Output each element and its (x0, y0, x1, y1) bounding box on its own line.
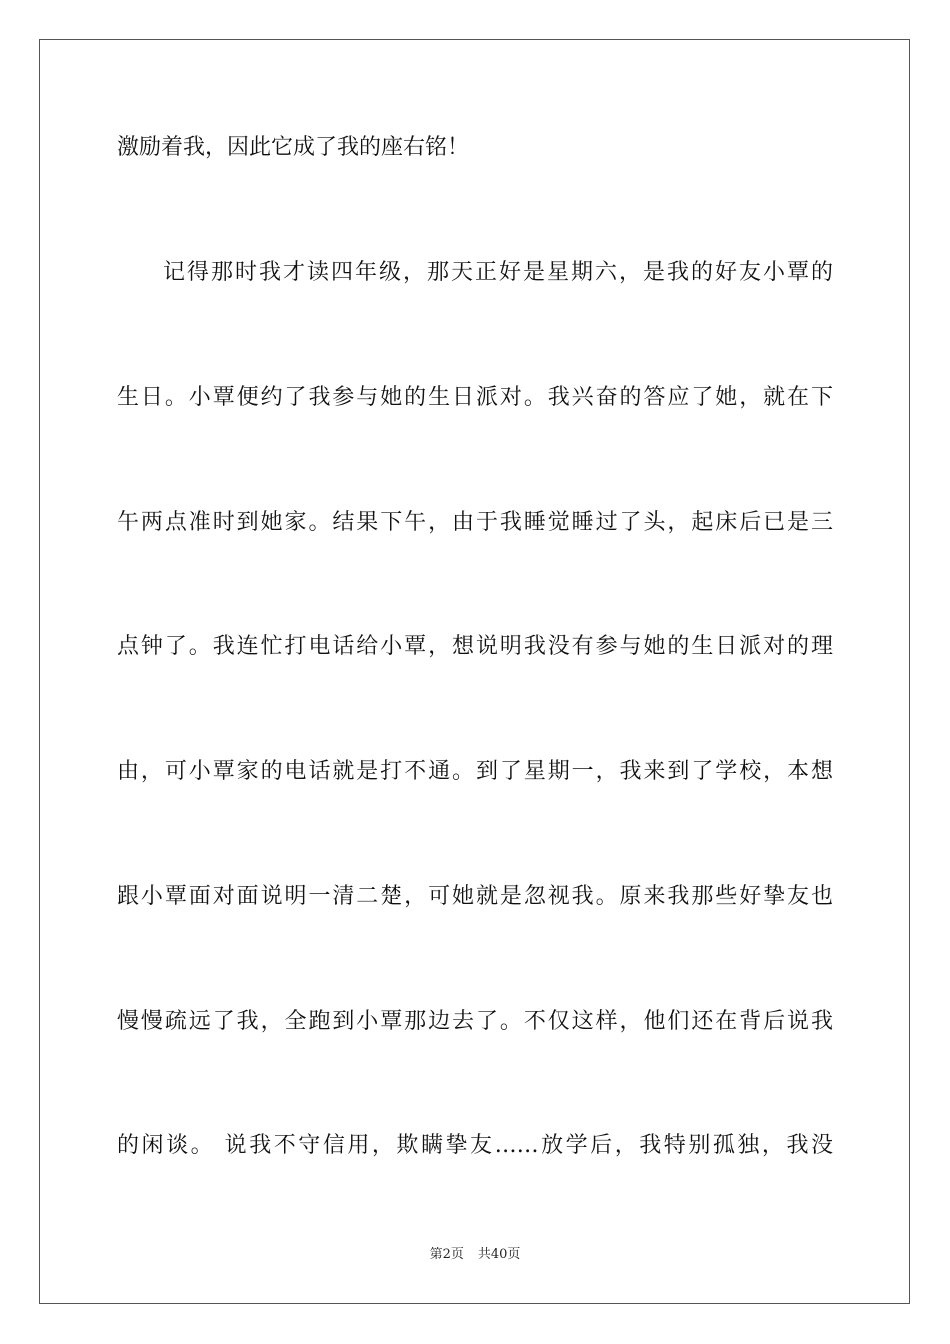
text-line-5: 点钟了。我连忙打电话给小覃，想说明我没有参与她的生日派对的理 (117, 634, 833, 659)
page-number-total: 共40页 (477, 1247, 521, 1262)
text-line-9: 的闲谈。 说我不守信用，欺瞒挚友……放学后，我特别孤独，我没 (117, 1133, 833, 1158)
page-border (39, 39, 910, 1304)
text-line-4: 午两点准时到她家。结果下午，由于我睡觉睡过了头，起床后已是三 (117, 510, 833, 535)
text-line-3: 生日。小覃便约了我参与她的生日派对。我兴奋的答应了她，就在下 (117, 385, 833, 410)
paragraph-start-line: 记得那时我才读四年级，那天正好是星期六，是我的好友小覃的 (163, 260, 833, 285)
text-line-7: 跟小覃面对面说明一清二楚，可她就是忽视我。原来我那些好挚友也 (117, 884, 833, 909)
text-line-6: 由，可小覃家的电话就是打不通。到了星期一，我来到了学校，本想 (117, 759, 833, 784)
page-number-current: 第2页 (429, 1247, 464, 1262)
text-line-8: 慢慢疏远了我，全跑到小覃那边去了。不仅这样，他们还在背后说我 (117, 1009, 833, 1034)
page-footer (0, 1246, 950, 1264)
text-line-1: 激励着我，因此它成了我的座右铭！ (117, 135, 470, 160)
